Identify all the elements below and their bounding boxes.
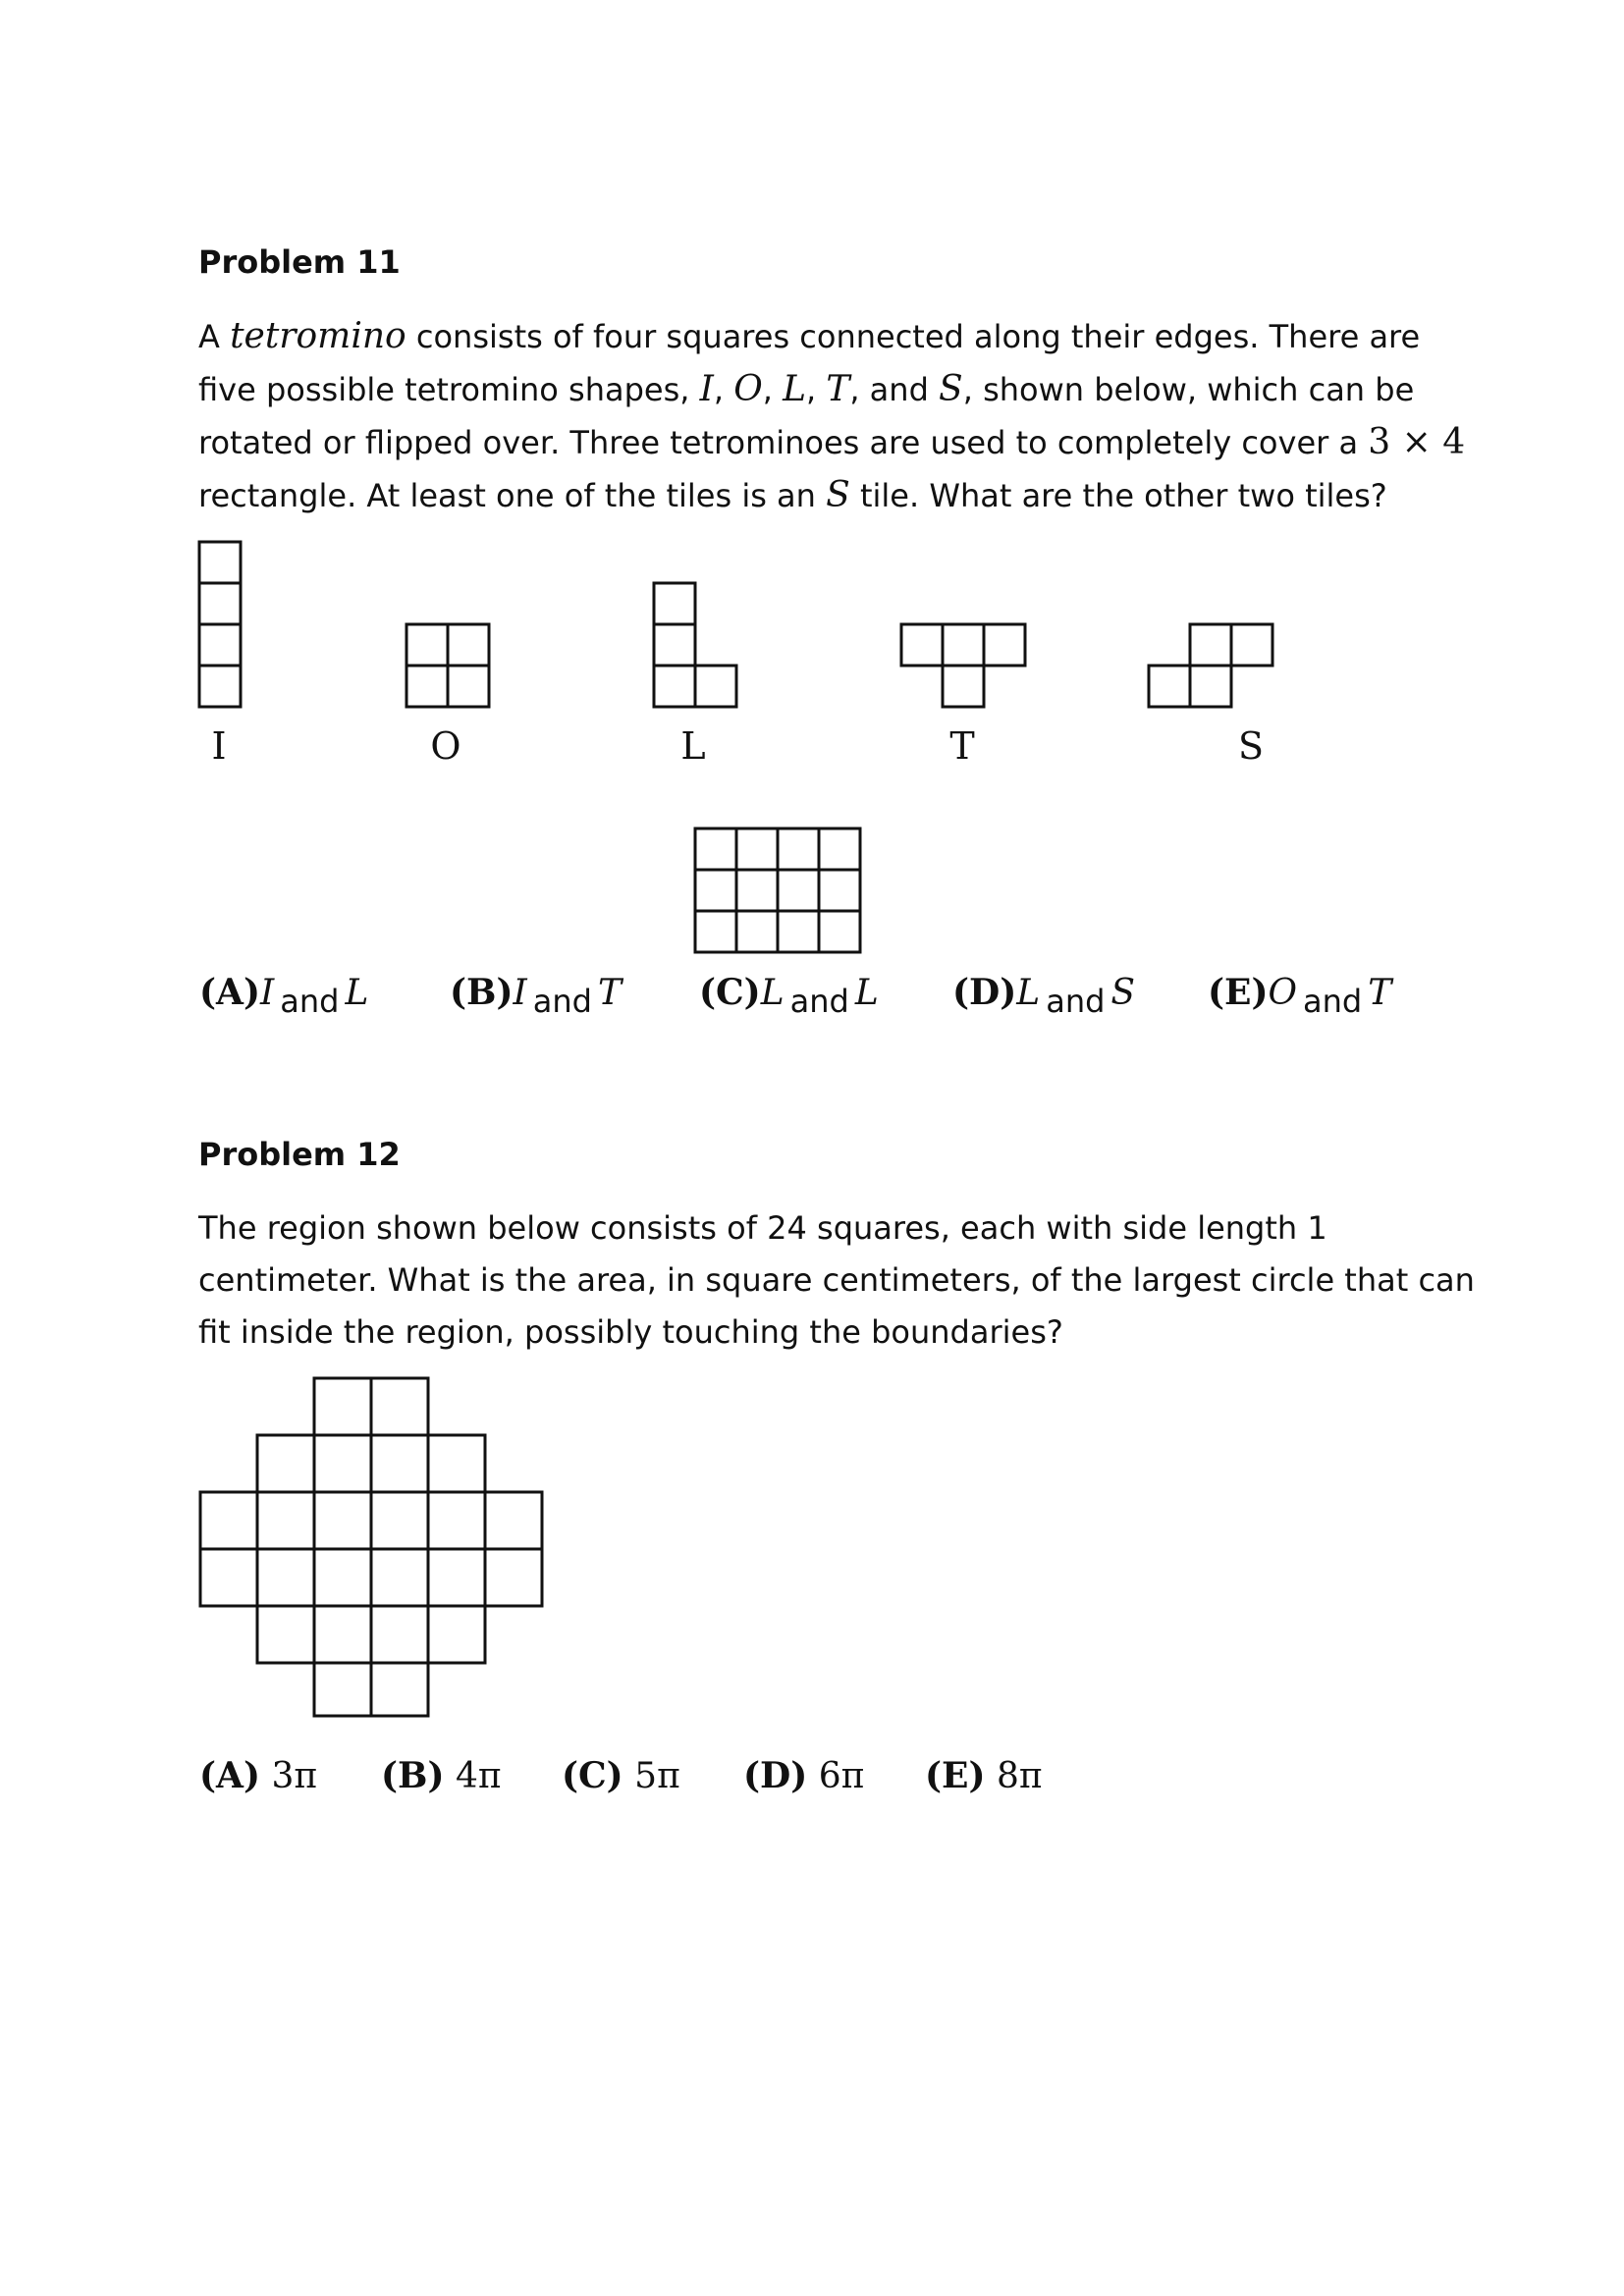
choice-tile-1: O bbox=[1268, 973, 1298, 1013]
answer-choice-c[interactable] bbox=[699, 972, 879, 1020]
answer-choice-a[interactable] bbox=[199, 972, 369, 1020]
choice-letter: (A) bbox=[199, 1755, 260, 1796]
tetromino-I-shape bbox=[199, 542, 241, 707]
region-24-squares-figure bbox=[191, 1370, 545, 1724]
math-T: T bbox=[826, 369, 850, 409]
problem-11-heading: Problem 11 bbox=[198, 243, 401, 281]
answer-choice-e[interactable] bbox=[1208, 972, 1392, 1020]
answer-choice-b[interactable] bbox=[450, 972, 622, 1020]
problem-12-text: The region shown below consists of 24 squares, each with side length 1 centimeter. What is the area, in square centimeters, of the largest circle that can fit inside the region, possibly touching the boundaries? bbox=[198, 1209, 1475, 1351]
choice-tile-1: I bbox=[513, 973, 527, 1013]
math-dims: 3 × 4 bbox=[1368, 422, 1466, 462]
choice-tile-2: S bbox=[1110, 973, 1136, 1013]
problem-12-heading: Problem 12 bbox=[198, 1136, 401, 1173]
answer-choice-e[interactable] bbox=[925, 1755, 1043, 1796]
choice-letter: (E) bbox=[925, 1755, 986, 1796]
math-L: L bbox=[783, 369, 806, 409]
text-segment: , and bbox=[849, 371, 940, 408]
math-S: S bbox=[826, 475, 850, 515]
choice-letter: (E) bbox=[1208, 972, 1269, 1013]
choice-letter: (A) bbox=[199, 972, 260, 1013]
choice-letter: (D) bbox=[743, 1755, 808, 1796]
choice-tile-2: T bbox=[597, 973, 622, 1013]
choice-value: 8π bbox=[996, 1756, 1043, 1796]
answer-choice-a[interactable] bbox=[199, 1755, 317, 1796]
choice-and: and bbox=[789, 983, 849, 1020]
tetromino-T-shape bbox=[901, 624, 1025, 707]
choice-tile-1: L bbox=[760, 973, 785, 1013]
choice-letter: (C) bbox=[562, 1755, 623, 1796]
choice-letter: (D) bbox=[952, 972, 1017, 1013]
choice-tile-1: I bbox=[260, 973, 275, 1013]
choice-letter: (B) bbox=[450, 972, 514, 1013]
tetromino-S-shape bbox=[1149, 624, 1272, 707]
text-segment: , bbox=[805, 371, 827, 408]
math-I: I bbox=[699, 369, 714, 409]
choice-and: and bbox=[1303, 983, 1363, 1020]
text-segment: , bbox=[762, 371, 784, 408]
shape-label-S: S bbox=[1237, 724, 1265, 768]
text-segment: , bbox=[713, 371, 734, 408]
math-O: O bbox=[733, 369, 763, 409]
choice-value: 5π bbox=[634, 1756, 680, 1796]
choice-letter: (C) bbox=[699, 972, 761, 1013]
text-segment: , shown below, which can be rotated or flipped over. Three tetrominoes are used to completely cover a bbox=[198, 371, 1415, 461]
shape-label-T: T bbox=[949, 724, 975, 768]
text-segment: tile. What are the other two tiles? bbox=[849, 477, 1387, 514]
choice-tile-2: T bbox=[1368, 973, 1392, 1013]
answer-choice-d[interactable] bbox=[743, 1755, 864, 1796]
text-segment: consists of four squares connected along their edges. There are five possible tetromino shapes, bbox=[198, 318, 1421, 408]
tetromino-L-shape bbox=[654, 583, 736, 707]
text-segment: A bbox=[198, 318, 231, 355]
shape-label-I: I bbox=[211, 724, 227, 768]
tetromino-O-shape bbox=[406, 624, 489, 707]
choice-and: and bbox=[280, 983, 340, 1020]
shape-label-L: L bbox=[680, 724, 706, 768]
term-tetromino: tetromino bbox=[230, 316, 406, 356]
choice-and: and bbox=[1046, 983, 1106, 1020]
choice-value: 6π bbox=[818, 1756, 865, 1796]
answer-choice-d[interactable] bbox=[952, 972, 1136, 1020]
math-S: S bbox=[939, 369, 963, 409]
shape-label-O: O bbox=[430, 724, 461, 768]
answer-choice-b[interactable] bbox=[381, 1755, 502, 1796]
choice-value: 3π bbox=[271, 1756, 318, 1796]
text-segment: rectangle. At least one of the tiles is an bbox=[198, 477, 827, 514]
choice-tile-1: L bbox=[1016, 973, 1041, 1013]
rectangle-3x4-figure bbox=[687, 820, 864, 957]
choice-and: and bbox=[532, 983, 592, 1020]
problem-11-text bbox=[198, 310, 1475, 522]
choice-letter: (B) bbox=[381, 1755, 445, 1796]
choice-value: 4π bbox=[455, 1756, 502, 1796]
choice-tile-2: L bbox=[854, 973, 879, 1013]
choice-tile-2: L bbox=[345, 973, 369, 1013]
answer-choice-c[interactable] bbox=[562, 1755, 680, 1796]
